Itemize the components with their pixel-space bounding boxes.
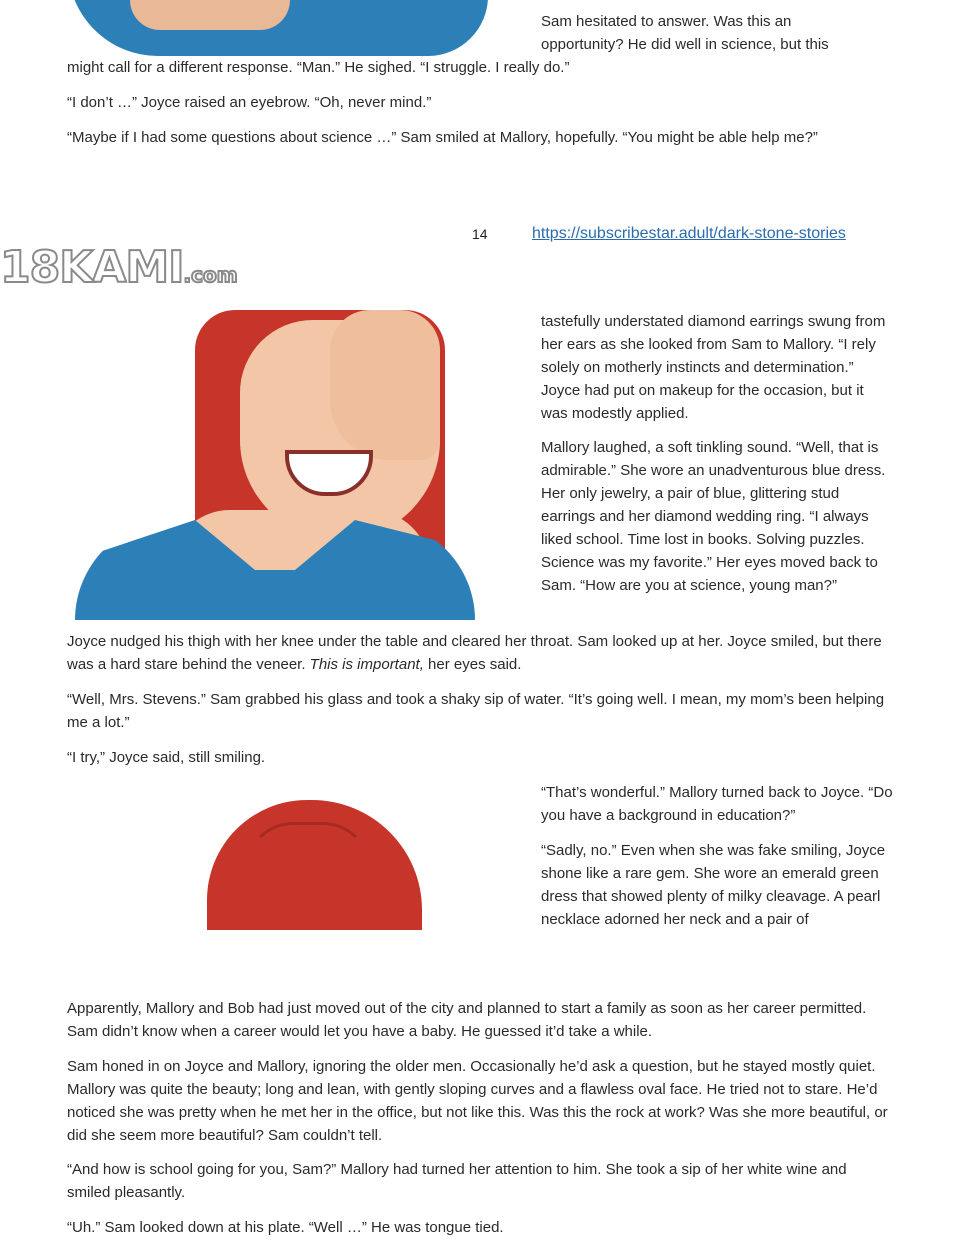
subscribestar-link[interactable]: https://subscribestar.adult/dark-stone-stories bbox=[532, 225, 846, 242]
page-number: 14 bbox=[472, 226, 488, 242]
top-cont-line: might call for a different response. “Man.” He sighed. “I struggle. I really do.” bbox=[67, 59, 570, 76]
italic-thought: This is important, bbox=[309, 656, 424, 673]
illustration-hair-crop bbox=[60, 782, 530, 930]
illustration-woman-laughing bbox=[60, 310, 530, 620]
lower-paragraph-4: “Uh.” Sam looked down at his plate. “Well …” He was tongue tied. bbox=[67, 1219, 504, 1236]
lower-col-paragraph-1: “That’s wonderful.” Mallory turned back to Joyce. “Do you have a background in education?” bbox=[541, 784, 893, 824]
lower-col-paragraph-2: “Sadly, no.” Even when she was fake smiling, Joyce shone like a rare gem. She wore an emerald green dress that showed plenty of milky cleavage. A pearl necklace adorned her neck and a pair of bbox=[541, 842, 886, 928]
lower-paragraph-1: Apparently, Mallory and Bob had just moved out of the city and planned to start a family as soon as her career permitted. Sam didn’t know when a career would let you have a baby. He guessed it’d take a while. bbox=[67, 1000, 867, 1040]
top-col-line-1: Sam hesitated to answer. Was this an bbox=[541, 13, 792, 30]
watermark-main: 18KAMI bbox=[0, 242, 184, 293]
watermark-suffix: .com bbox=[183, 263, 238, 287]
middle-paragraph-1: Joyce nudged his thigh with her knee under the table and cleared her throat. Sam looked up at her. Joyce smiled, but there was a hard stare behind the veneer. This is important, her eyes said. bbox=[67, 633, 882, 673]
top-col-line-2: opportunity? He did well in science, but this bbox=[541, 36, 829, 53]
middle-paragraph-3: “I try,” Joyce said, still smiling. bbox=[67, 749, 266, 766]
watermark-logo bbox=[0, 242, 238, 312]
lower-paragraph-2: Sam honed in on Joyce and Mallory, ignoring the older men. Occasionally he’d ask a question, but he stayed mostly quiet. Mallory was quite the beauty; long and lean, with gently sloping curves and a flawless oval face. He tried not to stare. He’d noticed she was pretty when he met her in the office, but not like this. Was this the rock at work? Was she more beautiful, or did she seem more beautiful? Sam couldn’t tell. bbox=[67, 1058, 888, 1144]
middle-paragraph-2: “Well, Mrs. Stevens.” Sam grabbed his glass and took a shaky sip of water. “It’s going well. I mean, my mom’s been helping me a lot.” bbox=[67, 691, 885, 731]
middle-col-paragraph-2: Mallory laughed, a soft tinkling sound. “Well, that is admirable.” She wore an unadventurous blue dress. Her only jewelry, a pair of blue, glittering stud earrings and her diamond wedding ring. “I always liked school. Time lost in books. Solving puzzles. Science was my favorite.” Her eyes moved back to Sam. “How are you at science, young man?” bbox=[541, 439, 886, 594]
illustration-top-crop bbox=[60, 0, 530, 56]
top-paragraph-2: “I don’t …” Joyce raised an eyebrow. “Oh, never mind.” bbox=[67, 94, 432, 111]
lower-paragraph-3: “And how is school going for you, Sam?” Mallory had turned her attention to him. She took a sip of her white wine and smiled pleasantly. bbox=[67, 1161, 847, 1201]
middle-col-paragraph-1: tastefully understated diamond earrings swung from her ears as she looked from Sam to Mallory. “I rely solely on motherly instincts and determination.” Joyce had put on makeup for the occasion, but it was modestly applied. bbox=[541, 313, 886, 422]
top-paragraph-3: “Maybe if I had some questions about science …” Sam smiled at Mallory, hopefully. “You might be able help me?” bbox=[67, 129, 818, 146]
